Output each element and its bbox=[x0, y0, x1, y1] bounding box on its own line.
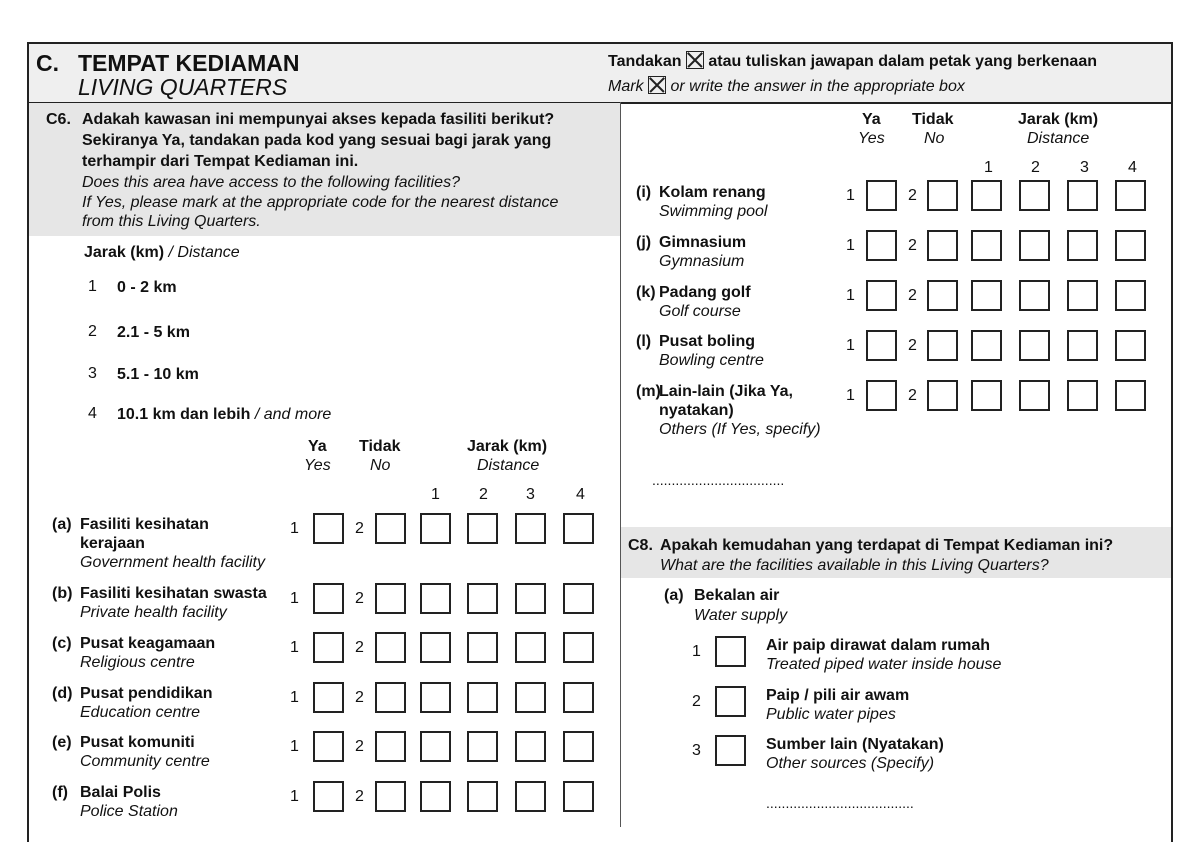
water-option-label: Paip / pili air awam bbox=[766, 687, 910, 704]
c6-question-en-line1: Does this area have access to the following facilities? bbox=[82, 174, 460, 191]
c8-question: Apakah kemudahan yang terdapat di Tempat Kediaman ini? bbox=[660, 537, 1114, 554]
distance-4-checkbox[interactable] bbox=[563, 731, 594, 762]
range-text: 10.1 km dan lebih bbox=[117, 406, 251, 423]
distance-3-checkbox[interactable] bbox=[515, 731, 546, 762]
distance-2-checkbox[interactable] bbox=[1019, 330, 1050, 361]
others-specify-line[interactable]: .................................. bbox=[652, 472, 785, 488]
col-ya-right: Ya bbox=[862, 111, 881, 128]
distance-1-checkbox[interactable] bbox=[971, 230, 1002, 261]
col-no-right: No bbox=[924, 130, 945, 147]
yes-code: 1 bbox=[290, 520, 299, 537]
col-ya: Ya bbox=[308, 438, 327, 455]
facility-label: Balai Polis bbox=[80, 784, 161, 801]
facility-code: (j) bbox=[636, 234, 652, 251]
distance-4-checkbox[interactable] bbox=[1115, 280, 1146, 311]
distance-1-checkbox[interactable] bbox=[420, 781, 451, 812]
facility-label-en: Government health facility bbox=[80, 554, 265, 571]
no-checkbox[interactable] bbox=[927, 280, 958, 311]
yes-checkbox[interactable] bbox=[313, 632, 344, 663]
water-option-checkbox[interactable] bbox=[715, 686, 746, 717]
facility-label-en: Gymnasium bbox=[659, 253, 745, 270]
yes-checkbox[interactable] bbox=[866, 330, 897, 361]
c8-code: C8. bbox=[628, 537, 653, 554]
col-yes: Yes bbox=[304, 457, 331, 474]
col-d1: 1 bbox=[431, 486, 440, 503]
facility-label: Fasiliti kesihatan swasta bbox=[80, 585, 267, 602]
no-checkbox[interactable] bbox=[375, 781, 406, 812]
water-option-label: Air paip dirawat dalam rumah bbox=[766, 637, 991, 654]
distance-3-checkbox[interactable] bbox=[515, 781, 546, 812]
facility-code: (c) bbox=[52, 635, 72, 652]
yes-checkbox[interactable] bbox=[313, 513, 344, 544]
facility-label-en: Police Station bbox=[80, 803, 178, 820]
col-d2: 2 bbox=[479, 486, 488, 503]
distance-2-checkbox[interactable] bbox=[467, 583, 498, 614]
facility-code: (e) bbox=[52, 734, 72, 751]
facility-label: Pusat keagamaan bbox=[80, 635, 216, 652]
facility-label-en: Education centre bbox=[80, 704, 201, 721]
distance-1-checkbox[interactable] bbox=[420, 731, 451, 762]
no-code: 2 bbox=[908, 387, 917, 404]
range-code: 4 bbox=[88, 405, 97, 422]
yes-checkbox[interactable] bbox=[313, 731, 344, 762]
distance-3-checkbox[interactable] bbox=[515, 513, 546, 544]
distance-legend-title bbox=[84, 243, 240, 263]
no-code: 2 bbox=[355, 738, 364, 755]
instruction-en-pre: Mark bbox=[608, 78, 644, 95]
facility-label-en: Golf course bbox=[659, 303, 741, 320]
distance-1-checkbox[interactable] bbox=[971, 280, 1002, 311]
distance-2-checkbox[interactable] bbox=[467, 781, 498, 812]
cross-box-icon bbox=[686, 51, 704, 69]
distance-2-checkbox[interactable] bbox=[467, 632, 498, 663]
distance-3-checkbox[interactable] bbox=[515, 583, 546, 614]
water-option-code: 2 bbox=[692, 693, 701, 710]
distance-2-checkbox[interactable] bbox=[1019, 230, 1050, 261]
yes-code: 1 bbox=[846, 187, 855, 204]
c6-question-en-line3: from this Living Quarters. bbox=[82, 213, 261, 230]
water-option-checkbox[interactable] bbox=[715, 636, 746, 667]
distance-1-checkbox[interactable] bbox=[971, 330, 1002, 361]
c8-sub-label-en: Water supply bbox=[694, 607, 788, 624]
no-checkbox[interactable] bbox=[927, 330, 958, 361]
yes-code: 1 bbox=[846, 237, 855, 254]
water-option-label-en: Public water pipes bbox=[766, 706, 896, 723]
col-d1-right: 1 bbox=[984, 159, 993, 176]
facility-label: Pusat pendidikan bbox=[80, 685, 213, 702]
col-tidak: Tidak bbox=[359, 438, 401, 455]
range-item bbox=[117, 323, 190, 343]
water-option-code: 3 bbox=[692, 742, 701, 759]
yes-code: 1 bbox=[290, 590, 299, 607]
yes-checkbox[interactable] bbox=[866, 280, 897, 311]
facility-label: Lain-lain (Jika Ya, bbox=[659, 383, 793, 400]
facility-code: (f) bbox=[52, 784, 68, 801]
distance-4-checkbox[interactable] bbox=[1115, 230, 1146, 261]
water-option-checkbox[interactable] bbox=[715, 735, 746, 766]
distance-3-checkbox[interactable] bbox=[515, 632, 546, 663]
yes-checkbox[interactable] bbox=[866, 380, 897, 411]
distance-2-checkbox[interactable] bbox=[467, 682, 498, 713]
col-d2-right: 2 bbox=[1031, 159, 1040, 176]
distance-2-checkbox[interactable] bbox=[1019, 280, 1050, 311]
yes-code: 1 bbox=[290, 639, 299, 656]
col-d3-right: 3 bbox=[1080, 159, 1089, 176]
facility-label: Padang golf bbox=[659, 284, 751, 301]
no-code: 2 bbox=[908, 187, 917, 204]
col-jarak: Jarak (km) bbox=[467, 438, 548, 455]
yes-code: 1 bbox=[846, 337, 855, 354]
facility-label: Pusat komuniti bbox=[80, 734, 195, 751]
yes-checkbox[interactable] bbox=[313, 682, 344, 713]
col-jarak-right: Jarak (km) bbox=[1018, 111, 1099, 128]
instruction-en bbox=[608, 76, 965, 97]
facility-label: Kolam renang bbox=[659, 184, 766, 201]
c8-sub-code: (a) bbox=[664, 587, 684, 604]
range-item bbox=[117, 278, 177, 298]
distance-1-checkbox[interactable] bbox=[420, 632, 451, 663]
c6-question-en-line2: If Yes, please mark at the appropriate code for the nearest distance bbox=[82, 194, 559, 211]
distance-3-checkbox[interactable] bbox=[1067, 280, 1098, 311]
yes-code: 1 bbox=[290, 738, 299, 755]
yes-checkbox[interactable] bbox=[866, 230, 897, 261]
no-checkbox[interactable] bbox=[375, 513, 406, 544]
facility-code: (l) bbox=[636, 333, 652, 350]
c8-sub-label: Bekalan air bbox=[694, 587, 780, 604]
range-code: 2 bbox=[88, 323, 97, 340]
col-d4-right: 4 bbox=[1128, 159, 1137, 176]
yes-checkbox[interactable] bbox=[313, 781, 344, 812]
col-d4: 4 bbox=[576, 486, 585, 503]
distance-1-checkbox[interactable] bbox=[971, 380, 1002, 411]
distance-3-checkbox[interactable] bbox=[1067, 330, 1098, 361]
distance-1-checkbox[interactable] bbox=[420, 682, 451, 713]
no-code: 2 bbox=[355, 639, 364, 656]
col-distance: Distance bbox=[477, 457, 540, 474]
range-code: 3 bbox=[88, 365, 97, 382]
range-text: 0 - 2 km bbox=[117, 279, 177, 296]
no-checkbox[interactable] bbox=[375, 583, 406, 614]
facility-label-en: Others (If Yes, specify) bbox=[659, 421, 821, 438]
no-checkbox[interactable] bbox=[927, 180, 958, 211]
distance-3-checkbox[interactable] bbox=[1067, 380, 1098, 411]
distance-4-checkbox[interactable] bbox=[563, 781, 594, 812]
range-text: 2.1 - 5 km bbox=[117, 324, 190, 341]
no-code: 2 bbox=[355, 590, 364, 607]
distance-4-checkbox[interactable] bbox=[1115, 330, 1146, 361]
no-checkbox[interactable] bbox=[927, 230, 958, 261]
col-no: No bbox=[370, 457, 391, 474]
facility-code: (b) bbox=[52, 585, 73, 602]
distance-2-checkbox[interactable] bbox=[1019, 180, 1050, 211]
distance-4-checkbox[interactable] bbox=[563, 682, 594, 713]
distance-4-checkbox[interactable] bbox=[563, 632, 594, 663]
section-title-en: LIVING QUARTERS bbox=[78, 74, 288, 100]
no-code: 2 bbox=[355, 689, 364, 706]
facility-code: (k) bbox=[636, 284, 656, 301]
no-code: 2 bbox=[355, 788, 364, 805]
distance-2-checkbox[interactable] bbox=[1019, 380, 1050, 411]
distance-1-checkbox[interactable] bbox=[420, 583, 451, 614]
water-option-code: 1 bbox=[692, 643, 701, 660]
distance-4-checkbox[interactable] bbox=[563, 583, 594, 614]
facility-code: (a) bbox=[52, 516, 72, 533]
distance-legend-en: / Distance bbox=[168, 244, 240, 261]
distance-2-checkbox[interactable] bbox=[467, 513, 498, 544]
distance-2-checkbox[interactable] bbox=[467, 731, 498, 762]
instruction-ms bbox=[608, 51, 1097, 72]
facility-label-en: Private health facility bbox=[80, 604, 227, 621]
water-option-label-en: Other sources (Specify) bbox=[766, 755, 935, 772]
distance-4-checkbox[interactable] bbox=[563, 513, 594, 544]
c6-question-line2: Sekiranya Ya, tandakan pada kod yang sesuai bagi jarak yang bbox=[82, 132, 552, 149]
c6-code: C6. bbox=[46, 111, 71, 128]
yes-code: 1 bbox=[290, 788, 299, 805]
facility-label-en: Religious centre bbox=[80, 654, 195, 671]
section-code: C. bbox=[36, 50, 59, 76]
col-d3: 3 bbox=[526, 486, 535, 503]
col-tidak-right: Tidak bbox=[912, 111, 954, 128]
no-code: 2 bbox=[908, 237, 917, 254]
c6-question-line3: terhampir dari Tempat Kediaman ini. bbox=[82, 153, 359, 170]
yes-checkbox[interactable] bbox=[866, 180, 897, 211]
distance-4-checkbox[interactable] bbox=[1115, 180, 1146, 211]
col-yes-right: Yes bbox=[858, 130, 885, 147]
water-option-label-en: Treated piped water inside house bbox=[766, 656, 1002, 673]
no-checkbox[interactable] bbox=[375, 632, 406, 663]
facility-label-en: Swimming pool bbox=[659, 203, 768, 220]
distance-3-checkbox[interactable] bbox=[515, 682, 546, 713]
c8-other-specify-line[interactable]: ...................................... bbox=[766, 795, 914, 811]
facility-label-line2: nyatakan) bbox=[659, 402, 734, 419]
range-code: 1 bbox=[88, 278, 97, 295]
facility-code: (i) bbox=[636, 184, 652, 201]
col-distance-right: Distance bbox=[1027, 130, 1090, 147]
distance-4-checkbox[interactable] bbox=[1115, 380, 1146, 411]
no-checkbox[interactable] bbox=[375, 731, 406, 762]
no-checkbox[interactable] bbox=[375, 682, 406, 713]
range-item bbox=[117, 365, 199, 385]
no-code: 2 bbox=[908, 287, 917, 304]
facility-code: (m) bbox=[636, 383, 661, 400]
distance-3-checkbox[interactable] bbox=[1067, 230, 1098, 261]
facility-label-en: Bowling centre bbox=[659, 352, 764, 369]
facility-code: (d) bbox=[52, 685, 73, 702]
section-title: TEMPAT KEDIAMAN bbox=[78, 50, 300, 76]
facility-label-en: Community centre bbox=[80, 753, 210, 770]
c6-question-line1: Adakah kawasan ini mempunyai akses kepada fasiliti berikut? bbox=[82, 111, 555, 128]
yes-checkbox[interactable] bbox=[313, 583, 344, 614]
facility-label: Gimnasium bbox=[659, 234, 747, 251]
facility-label: Pusat boling bbox=[659, 333, 755, 350]
c8-question-en: What are the facilities available in this Living Quarters? bbox=[660, 557, 1049, 574]
no-code: 2 bbox=[908, 337, 917, 354]
no-code: 2 bbox=[355, 520, 364, 537]
distance-1-checkbox[interactable] bbox=[971, 180, 1002, 211]
no-checkbox[interactable] bbox=[927, 380, 958, 411]
distance-3-checkbox[interactable] bbox=[1067, 180, 1098, 211]
facility-label-line2: kerajaan bbox=[80, 535, 145, 552]
instruction-ms-pre: Tandakan bbox=[608, 53, 682, 70]
yes-code: 1 bbox=[846, 287, 855, 304]
distance-legend-ms: Jarak (km) bbox=[84, 244, 165, 261]
column-divider bbox=[620, 102, 621, 827]
instruction-en-post: or write the answer in the appropriate box bbox=[670, 78, 965, 95]
range-text: 5.1 - 10 km bbox=[117, 366, 199, 383]
distance-1-checkbox[interactable] bbox=[420, 513, 451, 544]
yes-code: 1 bbox=[290, 689, 299, 706]
range-item bbox=[117, 405, 331, 425]
instruction-ms-post: atau tuliskan jawapan dalam petak yang berkenaan bbox=[708, 53, 1097, 70]
range-extra: / and more bbox=[254, 406, 332, 423]
water-option-label: Sumber lain (Nyatakan) bbox=[766, 736, 944, 753]
cross-box-icon bbox=[648, 76, 666, 94]
facility-label: Fasiliti kesihatan bbox=[80, 516, 209, 533]
yes-code: 1 bbox=[846, 387, 855, 404]
